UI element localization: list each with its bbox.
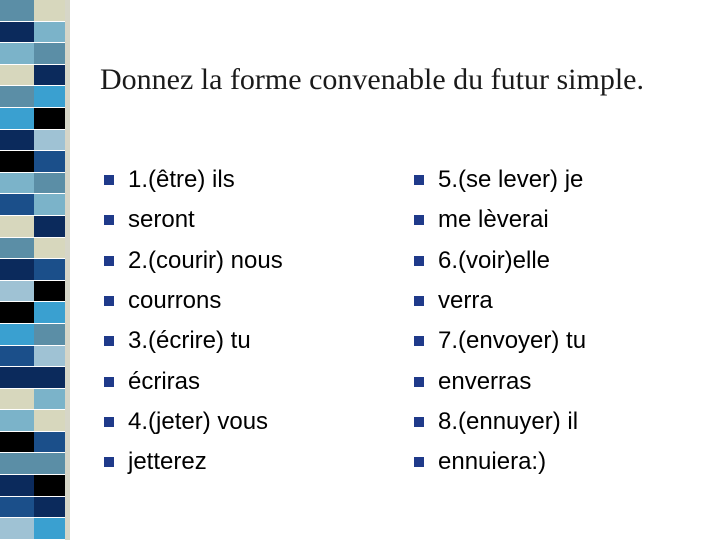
stripe-square [34, 453, 65, 475]
stripe-square [34, 22, 65, 44]
stripe-square [34, 302, 65, 324]
list-item: 2.(courir) nous [104, 241, 283, 281]
stripe-square [34, 194, 65, 216]
stripe-square [0, 259, 34, 281]
left-bullet-list [104, 160, 283, 482]
stripe-square [34, 518, 65, 540]
square-bullet-icon [414, 215, 424, 225]
stripe-square [0, 497, 34, 519]
list-item: courrons [104, 281, 283, 321]
stripe-square [34, 86, 65, 108]
stripe-square [34, 367, 65, 389]
square-bullet-icon [414, 256, 424, 266]
list-item: me lèverai [414, 200, 586, 240]
stripe-square [0, 432, 34, 454]
square-bullet-icon [104, 175, 114, 185]
stripe-square [0, 108, 34, 130]
right-bullet-list [414, 160, 586, 482]
stripe-square [34, 410, 65, 432]
stripe-square [34, 0, 65, 22]
stripe-square [0, 86, 34, 108]
list-item: 1.(être) ils [104, 160, 283, 200]
list-item: 3.(écrire) tu [104, 321, 283, 361]
square-bullet-icon [414, 417, 424, 427]
stripe-square [34, 130, 65, 152]
square-bullet-icon [104, 296, 114, 306]
stripe-square [0, 0, 34, 22]
list-item: ennuiera:) [414, 442, 586, 482]
stripe-square [0, 238, 34, 260]
list-item: 7.(envoyer) tu [414, 321, 586, 361]
stripe-square [0, 410, 34, 432]
square-bullet-icon [414, 175, 424, 185]
stripe-square [0, 346, 34, 368]
stripe-square [34, 389, 65, 411]
square-bullet-icon [414, 457, 424, 467]
stripe-square [0, 453, 34, 475]
square-bullet-icon [104, 377, 114, 387]
stripe-square [0, 65, 34, 87]
stripe-column-right [34, 0, 65, 540]
list-item: enverras [414, 361, 586, 401]
decorative-side-stripe [0, 0, 70, 540]
square-bullet-icon [414, 296, 424, 306]
stripe-square [34, 173, 65, 195]
stripe-square [34, 151, 65, 173]
list-item: verra [414, 281, 586, 321]
square-bullet-icon [414, 336, 424, 346]
stripe-square [0, 302, 34, 324]
stripe-column-left [0, 0, 34, 540]
stripe-square [0, 367, 34, 389]
stripe-square [34, 475, 65, 497]
stripe-square [0, 173, 34, 195]
stripe-square [0, 216, 34, 238]
stripe-square [34, 216, 65, 238]
stripe-square [34, 324, 65, 346]
stripe-square [0, 22, 34, 44]
stripe-square [0, 324, 34, 346]
stripe-square [0, 281, 34, 303]
stripe-square [0, 43, 34, 65]
stripe-square [0, 130, 34, 152]
square-bullet-icon [104, 215, 114, 225]
stripe-square [0, 518, 34, 540]
stripe-square [34, 43, 65, 65]
slide-title: Donnez la forme convenable du futur simple. [100, 63, 644, 96]
stripe-square [0, 475, 34, 497]
stripe-square [34, 432, 65, 454]
square-bullet-icon [104, 417, 114, 427]
stripe-square [34, 497, 65, 519]
list-item: 8.(ennuyer) il [414, 402, 586, 442]
list-item: jetterez [104, 442, 283, 482]
stripe-square [34, 259, 65, 281]
square-bullet-icon [104, 457, 114, 467]
stripe-square [0, 194, 34, 216]
list-item: 5.(se lever) je [414, 160, 586, 200]
square-bullet-icon [414, 377, 424, 387]
stripe-square [34, 238, 65, 260]
square-bullet-icon [104, 256, 114, 266]
stripe-square [0, 389, 34, 411]
list-item: 4.(jeter) vous [104, 402, 283, 442]
list-item: écriras [104, 361, 283, 401]
stripe-square [34, 108, 65, 130]
list-item: seront [104, 200, 283, 240]
stripe-square [34, 281, 65, 303]
stripe-square [34, 346, 65, 368]
stripe-square [34, 65, 65, 87]
square-bullet-icon [104, 336, 114, 346]
stripe-square [0, 151, 34, 173]
list-item: 6.(voir)elle [414, 241, 586, 281]
